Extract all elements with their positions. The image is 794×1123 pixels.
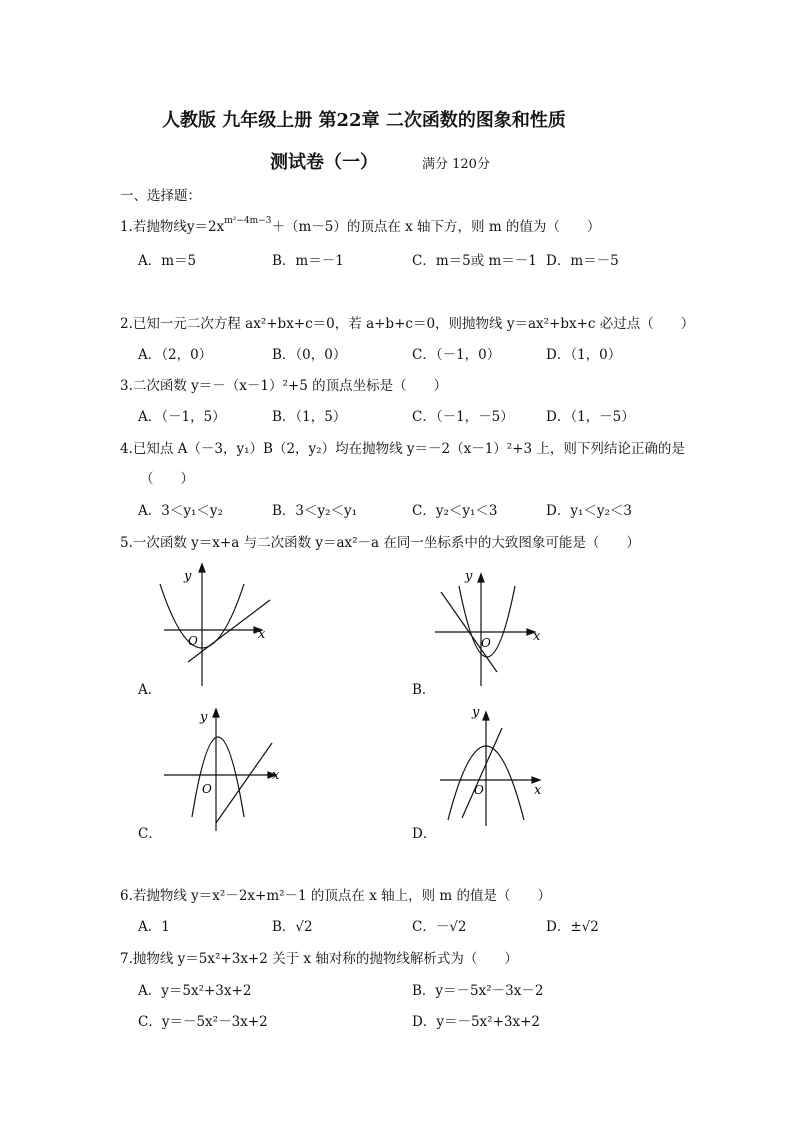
q6-option-a[interactable]: A．1 <box>138 919 170 935</box>
score-note: 满分 120分 <box>422 157 490 172</box>
origin-label: O <box>202 782 212 796</box>
q7-option-a[interactable]: A．y＝5x²+3x+2 <box>138 983 252 999</box>
parabola <box>192 737 244 817</box>
q4-option-c[interactable]: C．y₂＜y₁＜3 <box>412 503 498 519</box>
q1-prefix: 1.若抛物线 <box>120 219 187 235</box>
q5-label-a[interactable]: A． <box>138 682 162 698</box>
origin-label: O <box>188 634 198 648</box>
q1-exponent: m²−4m−3 <box>224 215 272 226</box>
q6-option-d[interactable]: D．±√2 <box>546 919 599 935</box>
q6-option-c[interactable]: C．－√2 <box>412 919 467 935</box>
q3-option-d[interactable]: D．（1，－5） <box>546 409 635 425</box>
q5-label-c[interactable]: C． <box>138 826 162 842</box>
q4-option-a[interactable]: A．3＜y₁＜y₂ <box>138 503 223 519</box>
q5-graph-c <box>160 705 290 835</box>
q5-graph-a <box>150 560 280 690</box>
q2-option-a[interactable]: A．（2，0） <box>138 347 213 363</box>
page-title: 人教版 九年级上册 第22章 二次函数的图象和性质 <box>162 110 566 131</box>
x-label: x <box>533 629 541 644</box>
origin-label: O <box>481 636 491 650</box>
line <box>216 743 272 823</box>
y-label: y <box>184 569 192 584</box>
q3-option-a[interactable]: A．（－1，5） <box>138 409 226 425</box>
x-label: x <box>258 627 266 642</box>
page-subtitle: 测试卷（一） <box>270 152 378 173</box>
y-label: y <box>465 569 473 584</box>
question-2: 2.已知一元二次方程 ax²+bx+c＝0，若 a+b+c＝0，则抛物线 y＝ax²+bx+c 必过点（ ） <box>120 316 695 332</box>
question-7: 7.抛物线 y＝5x²+3x+2 关于 x 轴对称的抛物线解析式为（ ） <box>120 951 518 967</box>
q5-graph-b <box>425 560 555 690</box>
q2-option-b[interactable]: B．（0，0） <box>272 347 347 363</box>
q2-option-d[interactable]: D．（1，0） <box>546 347 622 363</box>
origin-label: O <box>474 783 484 797</box>
line <box>462 728 502 818</box>
q7-option-b[interactable]: B．y＝－5x²－3x－2 <box>412 983 544 999</box>
question-4-cont: （ ） <box>140 471 194 487</box>
y-label: y <box>200 710 208 725</box>
q3-option-c[interactable]: C．（－1，－5） <box>412 409 514 425</box>
question-5: 5.一次函数 y＝x+a 与二次函数 y＝ax²－a 在同一坐标系中的大致图象可能是（ ） <box>120 535 640 551</box>
x-label: x <box>272 768 280 783</box>
q7-option-c[interactable]: C．y＝－5x²－3x+2 <box>138 1014 268 1030</box>
y-axis-arrow <box>478 574 484 582</box>
y-axis-arrow <box>199 564 205 572</box>
q1-option-c[interactable]: C．m＝5或 m＝－1 <box>412 253 537 269</box>
x-label: x <box>534 783 542 798</box>
q4-option-b[interactable]: B．3＜y₂＜y₁ <box>272 503 358 519</box>
question-1 <box>120 215 600 235</box>
y-axis-arrow <box>483 712 489 720</box>
q1-base: x <box>216 219 225 235</box>
section-heading: 一、选择题： <box>120 188 201 204</box>
q1-formula: y＝2 <box>186 219 217 235</box>
q7-option-d[interactable]: D．y＝－5x²+3x+2 <box>412 1014 540 1030</box>
q1-option-b[interactable]: B．m＝－1 <box>272 253 344 269</box>
y-axis-arrow <box>213 709 219 717</box>
q1-tail: ＋（m－5）的顶点在 x 轴下方，则 m 的值为（ ） <box>271 219 601 235</box>
question-3: 3.二次函数 y＝－（x－1）²+5 的顶点坐标是（ ） <box>120 378 448 394</box>
q5-label-d[interactable]: D． <box>412 826 437 842</box>
q2-option-c[interactable]: C．（－1，0） <box>412 347 501 363</box>
q6-option-b[interactable]: B．√2 <box>272 919 313 935</box>
q1-option-a[interactable]: A．m＝5 <box>138 253 197 269</box>
q1-option-d[interactable]: D．m＝－5 <box>546 253 619 269</box>
q5-graph-d <box>430 700 560 830</box>
question-4: 4.已知点 A（－3，y₁）B（2，y₂）均在抛物线 y＝－2（x－1）²+3 上，则下列结论正确的是 <box>120 441 685 457</box>
q3-option-b[interactable]: B．（1，5） <box>272 409 347 425</box>
y-label: y <box>472 705 480 720</box>
q5-label-b[interactable]: B． <box>412 682 436 698</box>
q4-option-d[interactable]: D．y₁＜y₂＜3 <box>546 503 632 519</box>
question-6: 6.若抛物线 y＝x²－2x+m²－1 的顶点在 x 轴上，则 m 的值是（ ） <box>120 888 552 904</box>
